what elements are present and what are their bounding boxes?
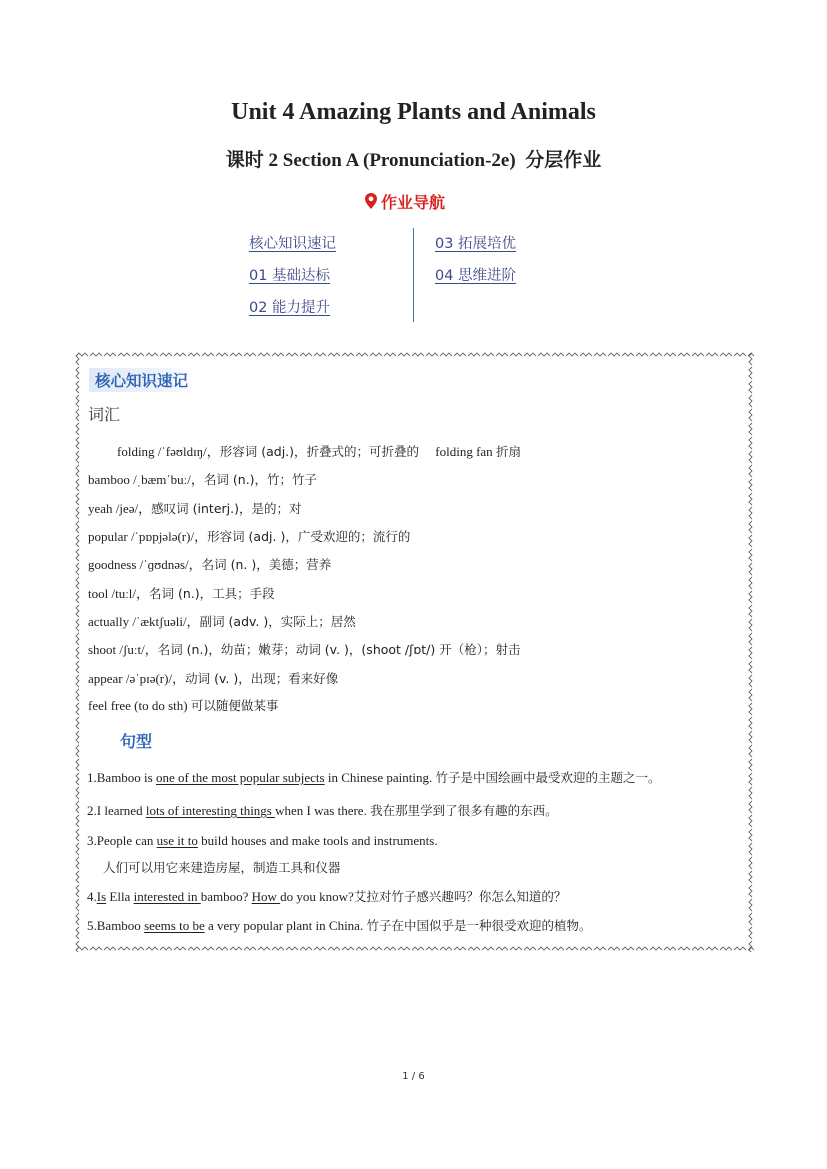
subtitle-homework: 分层作业 bbox=[525, 149, 602, 171]
sentence-blank: lots of interesting things bbox=[145, 803, 276, 818]
sentence-text: in Chinese painting. bbox=[324, 770, 436, 785]
vocab-def: 感叹词 (interj.)，是的；对 bbox=[151, 501, 302, 516]
sentence-text: bamboo? bbox=[200, 889, 252, 904]
sentence-text: 1.Bamboo is bbox=[87, 770, 156, 785]
page-number: 1 / 6 bbox=[402, 1071, 425, 1082]
vocab-def: 副词 (adv. )，实际上；居然 bbox=[199, 614, 356, 629]
vocab-def: 名词 (n.)，竹；竹子 bbox=[203, 472, 318, 487]
vocab-word: goodness /ˈɡʊdnəs/， bbox=[88, 557, 202, 572]
vocab-word: bamboo /ˌbæmˈbuː/， bbox=[88, 472, 204, 487]
nav-divider bbox=[413, 228, 414, 322]
vocab-def: 形容词 (adj. )，广受欢迎的；流行的 bbox=[207, 529, 411, 544]
sentence-translation: 竹子是中国绘画中最受欢迎的主题之一。 bbox=[435, 770, 661, 785]
sentence-blank: How bbox=[251, 889, 281, 904]
vocab-def: 动词 (v. )，出现；看来好像 bbox=[185, 671, 339, 686]
box-border-left bbox=[75, 352, 81, 952]
vocab-line bbox=[88, 611, 356, 630]
sentence-4 bbox=[87, 887, 566, 905]
sentence-text: a very popular plant in China. bbox=[204, 918, 367, 933]
vocab-line bbox=[88, 469, 317, 488]
vocab-word: actually /ˈæktʃuəli/， bbox=[88, 614, 200, 629]
homework-nav bbox=[249, 232, 569, 324]
sentence-blank: seems to be bbox=[144, 918, 205, 933]
vocab-word: folding /ˈfəʊldɪŋ/， bbox=[117, 444, 220, 459]
sentence-translation: 人们可以用它来建造房屋，制造工具和仪器 bbox=[103, 860, 341, 875]
sentence-text: 3.People can bbox=[87, 833, 157, 848]
subtitle-lesson: 课时 2 Section A (Pronunciation-2e) bbox=[225, 150, 516, 171]
vocab-def: 可以随便做某事 bbox=[190, 698, 279, 713]
sentence-translation: 竹子在中国似乎是一种很受欢迎的植物。 bbox=[366, 918, 592, 933]
nav-link-thinking[interactable]: 04 思维进阶 bbox=[435, 268, 517, 284]
vocab-word: yeah /jeə/， bbox=[88, 501, 152, 516]
vocab-line bbox=[88, 639, 520, 658]
nav-title-text: 作业导航 bbox=[381, 192, 446, 212]
sentence-text: 4. bbox=[87, 889, 97, 904]
box-border-top bbox=[75, 352, 754, 358]
sentence-blank: interested in bbox=[133, 889, 201, 904]
vocab-extra-cn: 折扇 bbox=[495, 444, 521, 459]
sentence-translation: 艾拉对竹子感兴趣吗？你怎么知道的？ bbox=[353, 889, 567, 904]
vocab-def: 形容词 (adj.)，折叠式的；可折叠的 bbox=[219, 444, 420, 459]
vocab-word: appear /əˈpɪə(r)/， bbox=[88, 671, 186, 686]
vocab-extra: folding fan bbox=[435, 444, 493, 459]
sentence-text: Ella bbox=[106, 889, 134, 904]
sentence-text: build houses and make tools and instruments. bbox=[197, 833, 438, 848]
vocab-word: popular /ˈpɒpjələ(r)/， bbox=[88, 529, 208, 544]
nav-link-basic[interactable]: 01 基础达标 bbox=[249, 268, 331, 284]
sentence-translation: 我在那里学到了很多有趣的东西。 bbox=[370, 803, 558, 818]
core-knowledge-badge: 核心知识速记 bbox=[89, 368, 194, 392]
homework-nav-title bbox=[364, 189, 445, 213]
page-title: Unit 4 Amazing Plants and Animals bbox=[231, 99, 596, 125]
vocab-line bbox=[88, 554, 331, 573]
vocab-line bbox=[117, 441, 521, 460]
sentence-5 bbox=[87, 916, 591, 934]
vocab-word: feel free (to do sth) bbox=[88, 698, 191, 713]
box-border-bottom bbox=[75, 946, 754, 952]
vocab-line bbox=[88, 668, 338, 687]
sentence-text: 2.I learned bbox=[87, 803, 146, 818]
vocab-heading: 词汇 bbox=[88, 405, 121, 424]
sentence-blank: Is bbox=[96, 889, 107, 904]
sentence-3-translation bbox=[103, 858, 341, 876]
nav-link-ability[interactable]: 02 能力提升 bbox=[249, 300, 331, 316]
sentence-1 bbox=[87, 768, 660, 786]
vocab-line bbox=[88, 498, 301, 517]
core-knowledge-box bbox=[75, 352, 754, 952]
vocab-def: 名词 (n.)，幼苗；嫩芽；动词 (v. )，(shoot /ʃɒt/) 开（枪）；射击 bbox=[157, 642, 521, 657]
sentence-text: do you know? bbox=[280, 889, 354, 904]
sentence-text: 5.Bamboo bbox=[87, 918, 145, 933]
page-subtitle bbox=[0, 145, 827, 172]
vocab-word: shoot /ʃuːt/， bbox=[88, 642, 158, 657]
vocab-line bbox=[88, 583, 275, 602]
nav-link-core-knowledge[interactable]: 核心知识速记 bbox=[249, 236, 336, 252]
sentence-pattern-heading: 句型 bbox=[120, 732, 153, 751]
vocab-def: 名词 (n. )，美德；营养 bbox=[201, 557, 332, 572]
box-border-right bbox=[748, 352, 754, 952]
vocab-line bbox=[88, 696, 278, 714]
vocab-line bbox=[88, 526, 410, 545]
sentence-blank: use it to bbox=[156, 833, 198, 848]
vocab-def: 名词 (n.)，工具；手段 bbox=[149, 586, 275, 601]
sentence-blank: one of the most popular subjects bbox=[155, 770, 325, 785]
sentence-2 bbox=[87, 801, 558, 819]
location-pin-icon bbox=[364, 192, 378, 210]
sentence-text: when I was there. bbox=[275, 803, 371, 818]
sentence-3 bbox=[87, 833, 438, 849]
vocab-word: tool /tuːl/， bbox=[88, 586, 150, 601]
nav-link-extension[interactable]: 03 拓展培优 bbox=[435, 236, 517, 252]
